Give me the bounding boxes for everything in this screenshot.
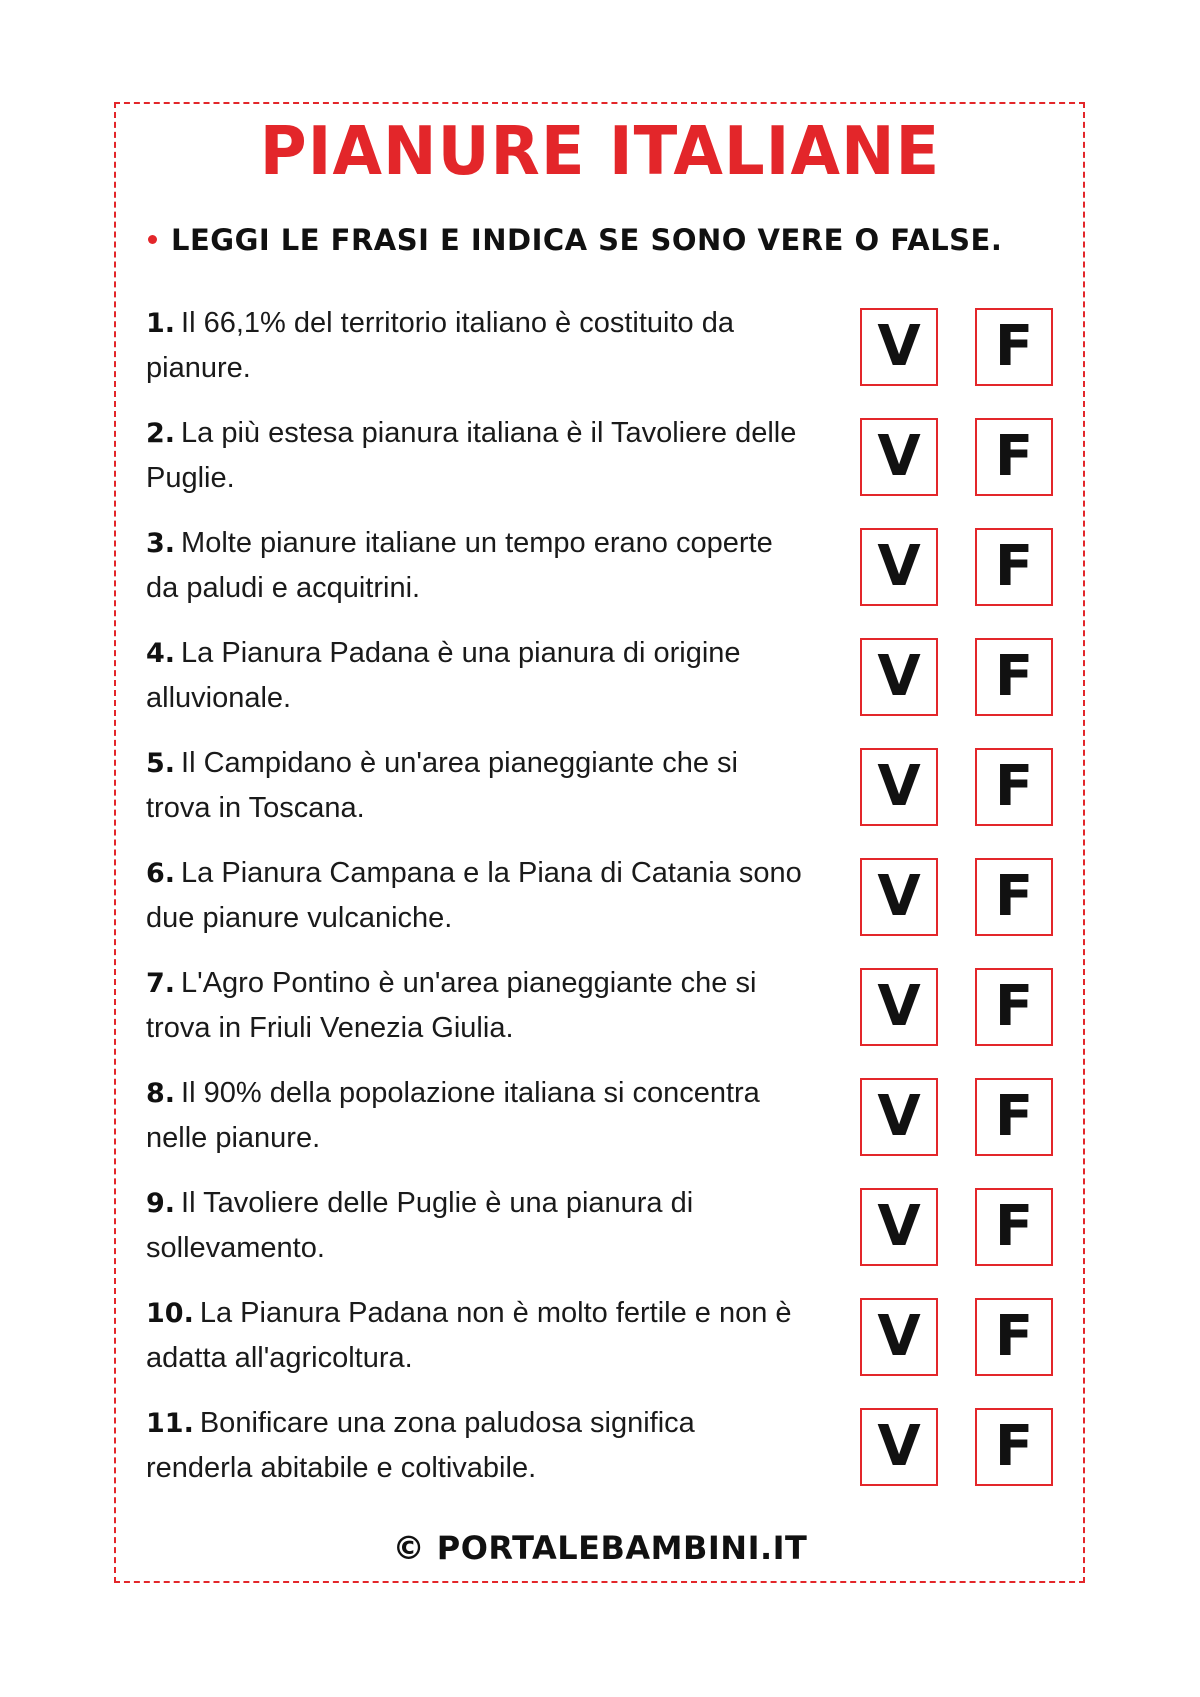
instruction <box>148 223 1003 257</box>
answer-false-box-5[interactable]: F <box>975 748 1053 826</box>
question-text: L'Agro Pontino è un'area pianeggiante che si trova in Friuli Venezia Giulia. <box>146 967 757 1044</box>
question-text: Il 66,1% del territorio italiano è costituito da pianure. <box>146 307 734 384</box>
answer-true-box-9[interactable]: V <box>860 1188 938 1266</box>
answer-true-box-2[interactable]: V <box>860 418 938 496</box>
question-text: La Pianura Padana non è molto fertile e non è adatta all'agricoltura. <box>146 1297 792 1374</box>
question-text: Il Tavoliere delle Puglie è una pianura di sollevamento. <box>146 1187 694 1264</box>
answer-true-box-8[interactable]: V <box>860 1078 938 1156</box>
answer-false-box-1[interactable]: F <box>975 308 1053 386</box>
answer-false-box-3[interactable]: F <box>975 528 1053 606</box>
bullet-icon <box>148 235 157 244</box>
question-number: 11. <box>146 1408 194 1439</box>
answer-true-box-1[interactable]: V <box>860 308 938 386</box>
answer-false-box-8[interactable]: F <box>975 1078 1053 1156</box>
answer-true-box-3[interactable]: V <box>860 528 938 606</box>
question-9 <box>146 1181 806 1291</box>
question-4 <box>146 631 806 741</box>
question-text: La Pianura Campana e la Piana di Catania sono due pianure vulcaniche. <box>146 857 802 934</box>
answer-false-box-6[interactable]: F <box>975 858 1053 936</box>
question-number: 7. <box>146 968 176 999</box>
question-5 <box>146 741 806 851</box>
question-number: 9. <box>146 1188 176 1219</box>
question-3 <box>146 521 806 631</box>
question-text: Bonificare una zona paludosa significa renderla abitabile e coltivabile. <box>146 1407 695 1484</box>
question-1 <box>146 301 806 411</box>
question-number: 6. <box>146 858 176 889</box>
answer-false-box-10[interactable]: F <box>975 1298 1053 1376</box>
question-2 <box>146 411 806 521</box>
question-number: 5. <box>146 748 176 779</box>
question-number: 3. <box>146 528 176 559</box>
instruction-text: LEGGI LE FRASI E INDICA SE SONO VERE O FALSE. <box>171 223 1003 257</box>
answer-true-box-7[interactable]: V <box>860 968 938 1046</box>
question-number: 1. <box>146 308 176 339</box>
question-text: Molte pianure italiane un tempo erano coperte da paludi e acquitrini. <box>146 527 773 604</box>
copyright-footer: © PORTALEBAMBINI.IT <box>392 1529 808 1567</box>
question-8 <box>146 1071 806 1181</box>
question-10 <box>146 1291 806 1401</box>
page-title: PIANURE ITALIANE <box>259 113 941 191</box>
question-6 <box>146 851 806 961</box>
question-number: 2. <box>146 418 176 449</box>
question-text: Il Campidano è un'area pianeggiante che si trova in Toscana. <box>146 747 738 824</box>
question-text: La più estesa pianura italiana è il Tavoliere delle Puglie. <box>146 417 797 494</box>
question-text: Il 90% della popolazione italiana si concentra nelle pianure. <box>146 1077 760 1154</box>
answer-false-box-4[interactable]: F <box>975 638 1053 716</box>
answer-true-box-4[interactable]: V <box>860 638 938 716</box>
answer-false-box-2[interactable]: F <box>975 418 1053 496</box>
question-number: 8. <box>146 1078 176 1109</box>
answer-true-box-6[interactable]: V <box>860 858 938 936</box>
answer-true-box-11[interactable]: V <box>860 1408 938 1486</box>
answer-true-box-5[interactable]: V <box>860 748 938 826</box>
question-number: 10. <box>146 1298 194 1329</box>
answer-false-box-9[interactable]: F <box>975 1188 1053 1266</box>
question-11 <box>146 1401 806 1511</box>
answer-false-box-11[interactable]: F <box>975 1408 1053 1486</box>
answer-false-box-7[interactable]: F <box>975 968 1053 1046</box>
question-text: La Pianura Padana è una pianura di origine alluvionale. <box>146 637 741 714</box>
question-number: 4. <box>146 638 176 669</box>
question-7 <box>146 961 806 1071</box>
answer-true-box-10[interactable]: V <box>860 1298 938 1376</box>
